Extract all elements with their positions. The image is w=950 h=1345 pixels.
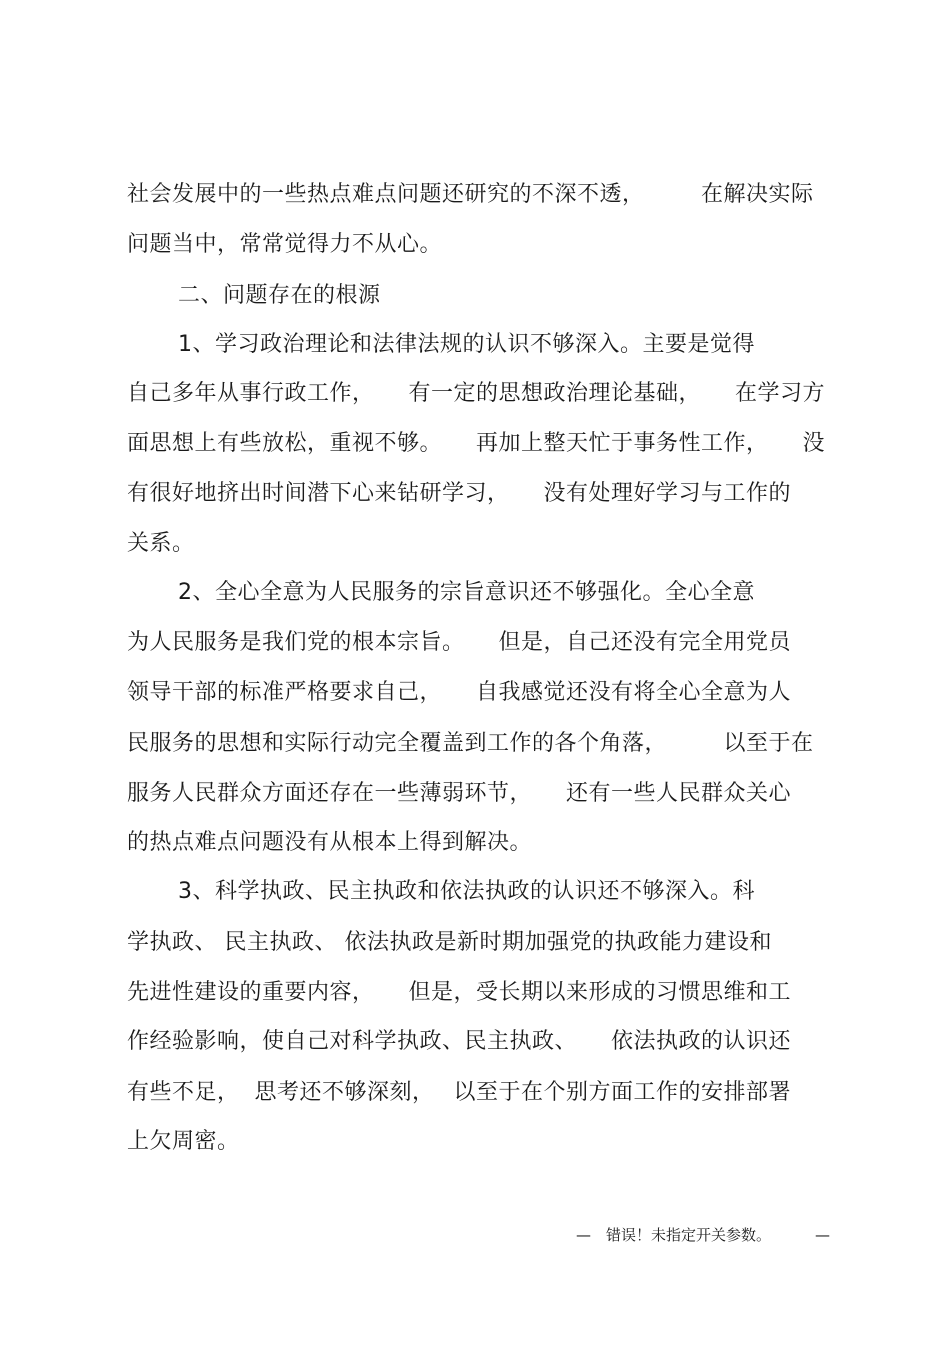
body-text-line: 为人民服务是我们党的根本宗旨。 但是，自己还没有完全用党员 bbox=[127, 630, 792, 655]
body-text-line: 学执政、 民主执政、 依法执政是新时期加强党的执政能力建设和 bbox=[127, 930, 772, 955]
body-text-line: 自己多年从事行政工作， 有一定的思想政治理论基础， 在学习方 bbox=[127, 381, 826, 406]
body-text-line: 民服务的思想和实际行动完全覆盖到工作的各个角落， 以至于在 bbox=[127, 731, 814, 756]
footer-dash-left: — bbox=[576, 1226, 591, 1244]
footer-dash-right: — bbox=[815, 1226, 830, 1244]
body-text-line: 有很好地挤出时间潜下心来钻研学习， 没有处理好学习与工作的 bbox=[127, 481, 792, 506]
body-text-line: 有些不足， 思考还不够深刻， 以至于在个别方面工作的安排部署 bbox=[127, 1080, 791, 1105]
body-text-line: 的热点难点问题没有从根本上得到解决。 bbox=[127, 830, 533, 855]
section-heading: 二、问题存在的根源 bbox=[178, 283, 381, 308]
body-text-line: 关系。 bbox=[127, 531, 195, 556]
body-text-line: 面思想上有些放松，重视不够。 再加上整天忙于事务性工作， 没 bbox=[127, 431, 826, 456]
body-text-line: 社会发展中的一些热点难点问题还研究的不深不透， 在解决实际 bbox=[127, 182, 814, 207]
body-text-line: 上欠周密。 bbox=[127, 1129, 240, 1154]
body-text-line: 问题当中，常常觉得力不从心。 bbox=[127, 232, 443, 257]
body-text-line: 先进性建设的重要内容， 但是，受长期以来形成的习惯思维和工 bbox=[127, 980, 792, 1005]
body-text-line: 服务人民群众方面还存在一些薄弱环节， 还有一些人民群众关心 bbox=[127, 781, 792, 806]
paragraph-first-line: 3、科学执政、民主执政和依法执政的认识还不够深入。科 bbox=[178, 879, 755, 904]
body-text-line: 作经验影响，使自己对科学执政、民主执政、 依法执政的认识还 bbox=[127, 1029, 792, 1054]
paragraph-first-line: 1、学习政治理论和法律法规的认识不够深入。主要是觉得 bbox=[178, 332, 755, 357]
body-text-line: 领导干部的标准严格要求自己， 自我感觉还没有将全心全意为人 bbox=[127, 680, 792, 705]
footer-page-field: 错误！未指定开关参数。 bbox=[606, 1226, 772, 1244]
paragraph-first-line: 2、全心全意为人民服务的宗旨意识还不够强化。全心全意 bbox=[178, 580, 755, 605]
